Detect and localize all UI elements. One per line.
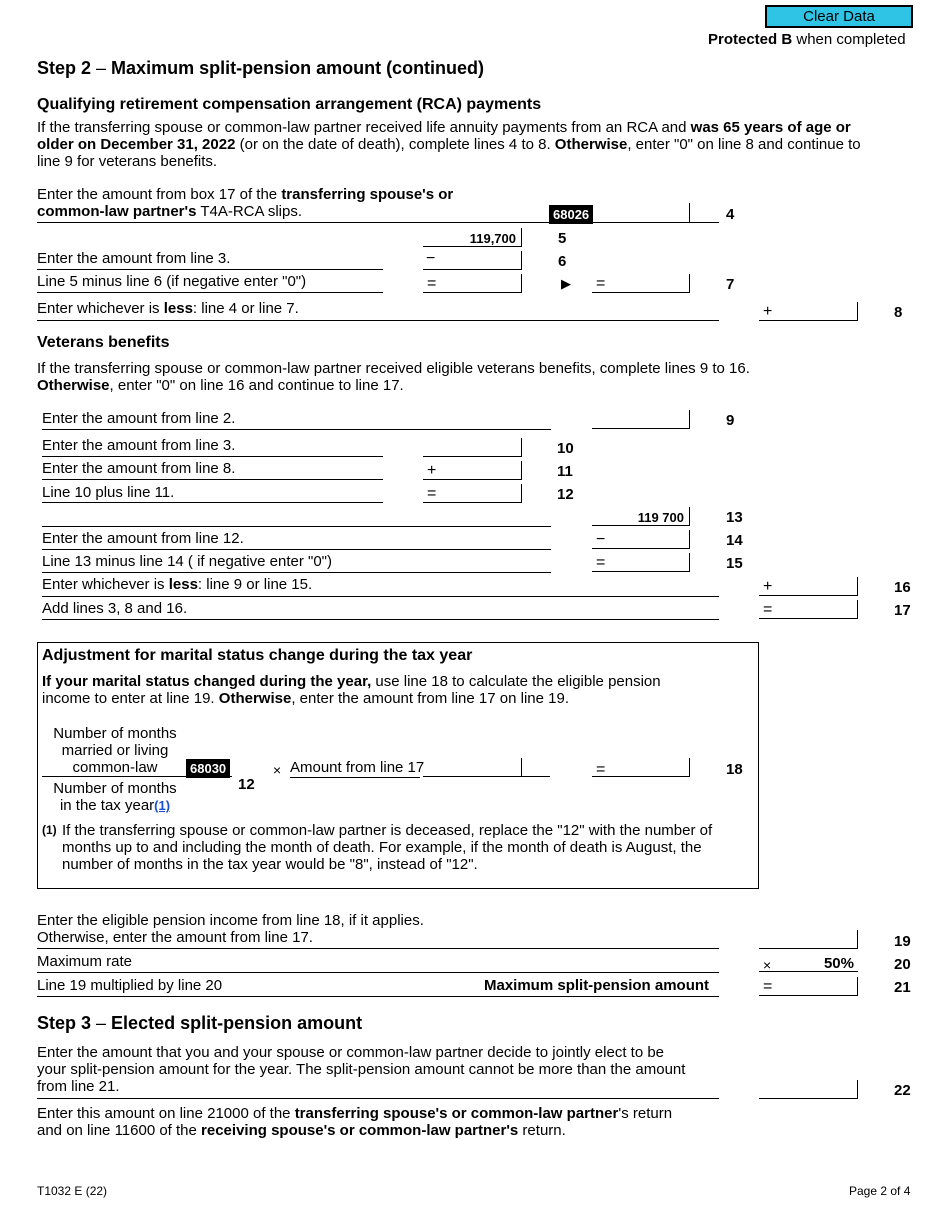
line15-equals: = bbox=[596, 554, 606, 571]
line21-number: 21 bbox=[894, 979, 911, 996]
line15-number: 15 bbox=[726, 555, 743, 572]
line22-field[interactable] bbox=[759, 1080, 858, 1099]
line14-number: 14 bbox=[726, 532, 743, 549]
line4-field[interactable] bbox=[593, 203, 690, 222]
line19-label: Enter the eligible pension income from line 18, if it applies. Otherwise, enter the amount from line 17. bbox=[37, 912, 424, 946]
line4-number: 4 bbox=[726, 206, 735, 223]
line4-label: Enter the amount from box 17 of the transferring spouse's or common-law partner's T4A-RCA slips. bbox=[37, 186, 454, 220]
line14-minus: − bbox=[596, 531, 606, 548]
footnote-marker: (1) bbox=[42, 823, 57, 837]
times-label: Amount from line 17 bbox=[290, 759, 425, 776]
line11-rule bbox=[42, 479, 383, 480]
line20-field: 50% bbox=[759, 953, 858, 972]
fraction-bar bbox=[42, 776, 232, 777]
line14-label: Enter the amount from line 12. bbox=[42, 530, 244, 547]
line11-field[interactable] bbox=[423, 461, 522, 480]
line12-equals: = bbox=[427, 485, 437, 502]
line14-field[interactable] bbox=[592, 530, 690, 549]
line16-plus: + bbox=[763, 578, 773, 595]
protected-label bbox=[708, 31, 906, 48]
times-rule bbox=[290, 777, 420, 778]
line14-rule bbox=[42, 549, 551, 550]
line7-rule bbox=[37, 292, 383, 293]
line7-label: Line 5 minus line 6 (if negative enter "0") bbox=[37, 273, 307, 290]
marital-heading: Adjustment for marital status change during the tax year bbox=[42, 647, 473, 664]
clear-data-button[interactable]: Clear Data bbox=[765, 5, 913, 28]
line6-field[interactable] bbox=[423, 251, 522, 270]
line21-equals: = bbox=[763, 978, 773, 995]
line9-field[interactable] bbox=[592, 410, 690, 429]
rca-intro: If the transferring spouse or common-law partner received life annuity payments from an RCA and was 65 years of age or older on December 31, 2022 (or on the date of death), complete lines 4 to 8. Otherwise, enter "0" on line 8 and continue to line 9 for veterans benefits. bbox=[37, 119, 861, 170]
months-tax-label: Number of months in the tax year(1) bbox=[53, 780, 177, 814]
months-married-label: Number of months married or living common-law bbox=[53, 725, 177, 776]
line7-arrow-icon: ▶ bbox=[561, 276, 571, 291]
line17-number: 17 bbox=[894, 602, 911, 619]
line7-field[interactable] bbox=[592, 274, 690, 293]
step3-paragraph: Enter the amount that you and your spouse or common-law partner decide to jointly elect to be your split-pension amount for the year. The split-pension amount cannot be more than the amount from line 21. bbox=[37, 1044, 686, 1095]
line6-minus: − bbox=[426, 250, 436, 267]
line10-number: 10 bbox=[557, 440, 574, 457]
line11-label: Enter the amount from line 8. bbox=[42, 460, 236, 477]
line8-rule bbox=[37, 320, 719, 321]
line16-rule bbox=[42, 596, 719, 597]
line20-rule bbox=[37, 972, 719, 973]
line6-number: 6 bbox=[558, 253, 567, 270]
line21-label: Line 19 multiplied by line 20 bbox=[37, 977, 223, 994]
line17-rule bbox=[42, 619, 719, 620]
veterans-intro: If the transferring spouse or common-law partner received eligible veterans benefits, complete lines 9 to 16. Otherwise, enter "0" on line 16 and continue to line 17. bbox=[37, 360, 750, 394]
line8-field[interactable] bbox=[759, 302, 858, 321]
line20-label: Maximum rate bbox=[37, 953, 133, 970]
line19-number: 19 bbox=[894, 933, 911, 950]
line12-label: Line 10 plus line 11. bbox=[42, 484, 175, 501]
line7-equals: = bbox=[427, 275, 437, 292]
line4-rule bbox=[37, 222, 719, 223]
line17-equals: = bbox=[763, 601, 773, 618]
line18-field[interactable] bbox=[592, 758, 690, 777]
line4-code: 68026 bbox=[549, 205, 593, 224]
line5-number: 5 bbox=[558, 230, 567, 247]
marital-intro: If your marital status changed during the year, use line 18 to calculate the eligible pension income to enter at line 19. Otherwise, enter the amount from line 17 on line 19. bbox=[42, 673, 661, 707]
line18-number: 18 bbox=[726, 761, 743, 778]
line7-subfield[interactable] bbox=[423, 274, 522, 293]
protected-rest: when completed bbox=[792, 31, 906, 48]
line10-label: Enter the amount from line 3. bbox=[42, 437, 236, 454]
line21-field[interactable] bbox=[759, 977, 858, 996]
line15-label: Line 13 minus line 14 ( if negative enter "0") bbox=[42, 553, 332, 570]
line9-label: Enter the amount from line 2. bbox=[42, 410, 236, 427]
line18-equals: = bbox=[596, 761, 606, 778]
line18-subfield[interactable] bbox=[423, 758, 550, 777]
line13-number: 13 bbox=[726, 509, 743, 526]
line8-label: Enter whichever is less: line 4 or line 7. bbox=[37, 300, 299, 317]
line9-rule bbox=[42, 429, 551, 430]
page-number: Page 2 of 4 bbox=[849, 1184, 911, 1198]
protected-bold: Protected B bbox=[708, 31, 793, 48]
line12-field[interactable] bbox=[423, 484, 522, 503]
line7-number: 7 bbox=[726, 276, 735, 293]
line16-number: 16 bbox=[894, 579, 911, 596]
veterans-heading: Veterans benefits bbox=[37, 334, 170, 351]
step3-final-text: Enter this amount on line 21000 of the transferring spouse's or common-law partner's return and on line 11600 of the receiving spouse's or common-law partner's return. bbox=[37, 1105, 673, 1139]
line11-number: 11 bbox=[557, 463, 573, 480]
line12-rule bbox=[42, 502, 383, 503]
form-id: T1032 E (22) bbox=[37, 1184, 108, 1198]
step2-title: Step 2 – Maximum split-pension amount (continued) bbox=[37, 58, 485, 78]
step3-title: Step 3 – Elected split-pension amount bbox=[37, 1013, 363, 1033]
line13-rule bbox=[42, 526, 551, 527]
months-code: 68030 bbox=[186, 759, 230, 778]
line16-label: Enter whichever is less: line 9 or line 15. bbox=[42, 576, 313, 593]
line8-number: 8 bbox=[894, 304, 903, 321]
line22-number: 22 bbox=[894, 1082, 911, 1099]
line7-equals-2: = bbox=[596, 275, 606, 292]
line13-field[interactable]: 119 700 bbox=[592, 507, 690, 526]
line8-plus: + bbox=[763, 303, 773, 320]
line6-rule bbox=[37, 269, 383, 270]
footnote-text: If the transferring spouse or common-law partner is deceased, replace the "12" with the number of months up to and including the month of death. For example, if the month of death is August, the number of months in the tax year would be "8", instead of "12". bbox=[62, 822, 713, 873]
line21-bold-label: Maximum split-pension amount bbox=[484, 977, 710, 994]
line15-field[interactable] bbox=[592, 553, 690, 572]
line17-label: Add lines 3, 8 and 16. bbox=[42, 600, 188, 617]
line10-rule bbox=[42, 456, 383, 457]
line10-field[interactable] bbox=[423, 438, 522, 457]
line19-rule bbox=[37, 948, 719, 949]
line17-field[interactable] bbox=[759, 600, 858, 619]
line19-field[interactable] bbox=[759, 930, 858, 949]
line11-plus: + bbox=[427, 462, 437, 479]
line15-rule bbox=[42, 572, 551, 573]
rca-heading: Qualifying retirement compensation arrangement (RCA) payments bbox=[37, 96, 542, 113]
line20-times: × bbox=[763, 957, 772, 973]
line5-field[interactable]: 119,700 bbox=[423, 228, 522, 247]
line9-number: 9 bbox=[726, 412, 735, 429]
line21-rule bbox=[37, 996, 719, 997]
times-sign: × bbox=[273, 762, 282, 778]
line16-field[interactable] bbox=[759, 577, 858, 596]
footnote-link[interactable]: (1) bbox=[154, 798, 171, 813]
line6-label: Enter the amount from line 3. bbox=[37, 250, 231, 267]
months-denominator: 12 bbox=[238, 776, 255, 793]
line22-rule bbox=[37, 1098, 719, 1099]
line20-number: 20 bbox=[894, 956, 911, 973]
line12-number: 12 bbox=[557, 486, 574, 503]
